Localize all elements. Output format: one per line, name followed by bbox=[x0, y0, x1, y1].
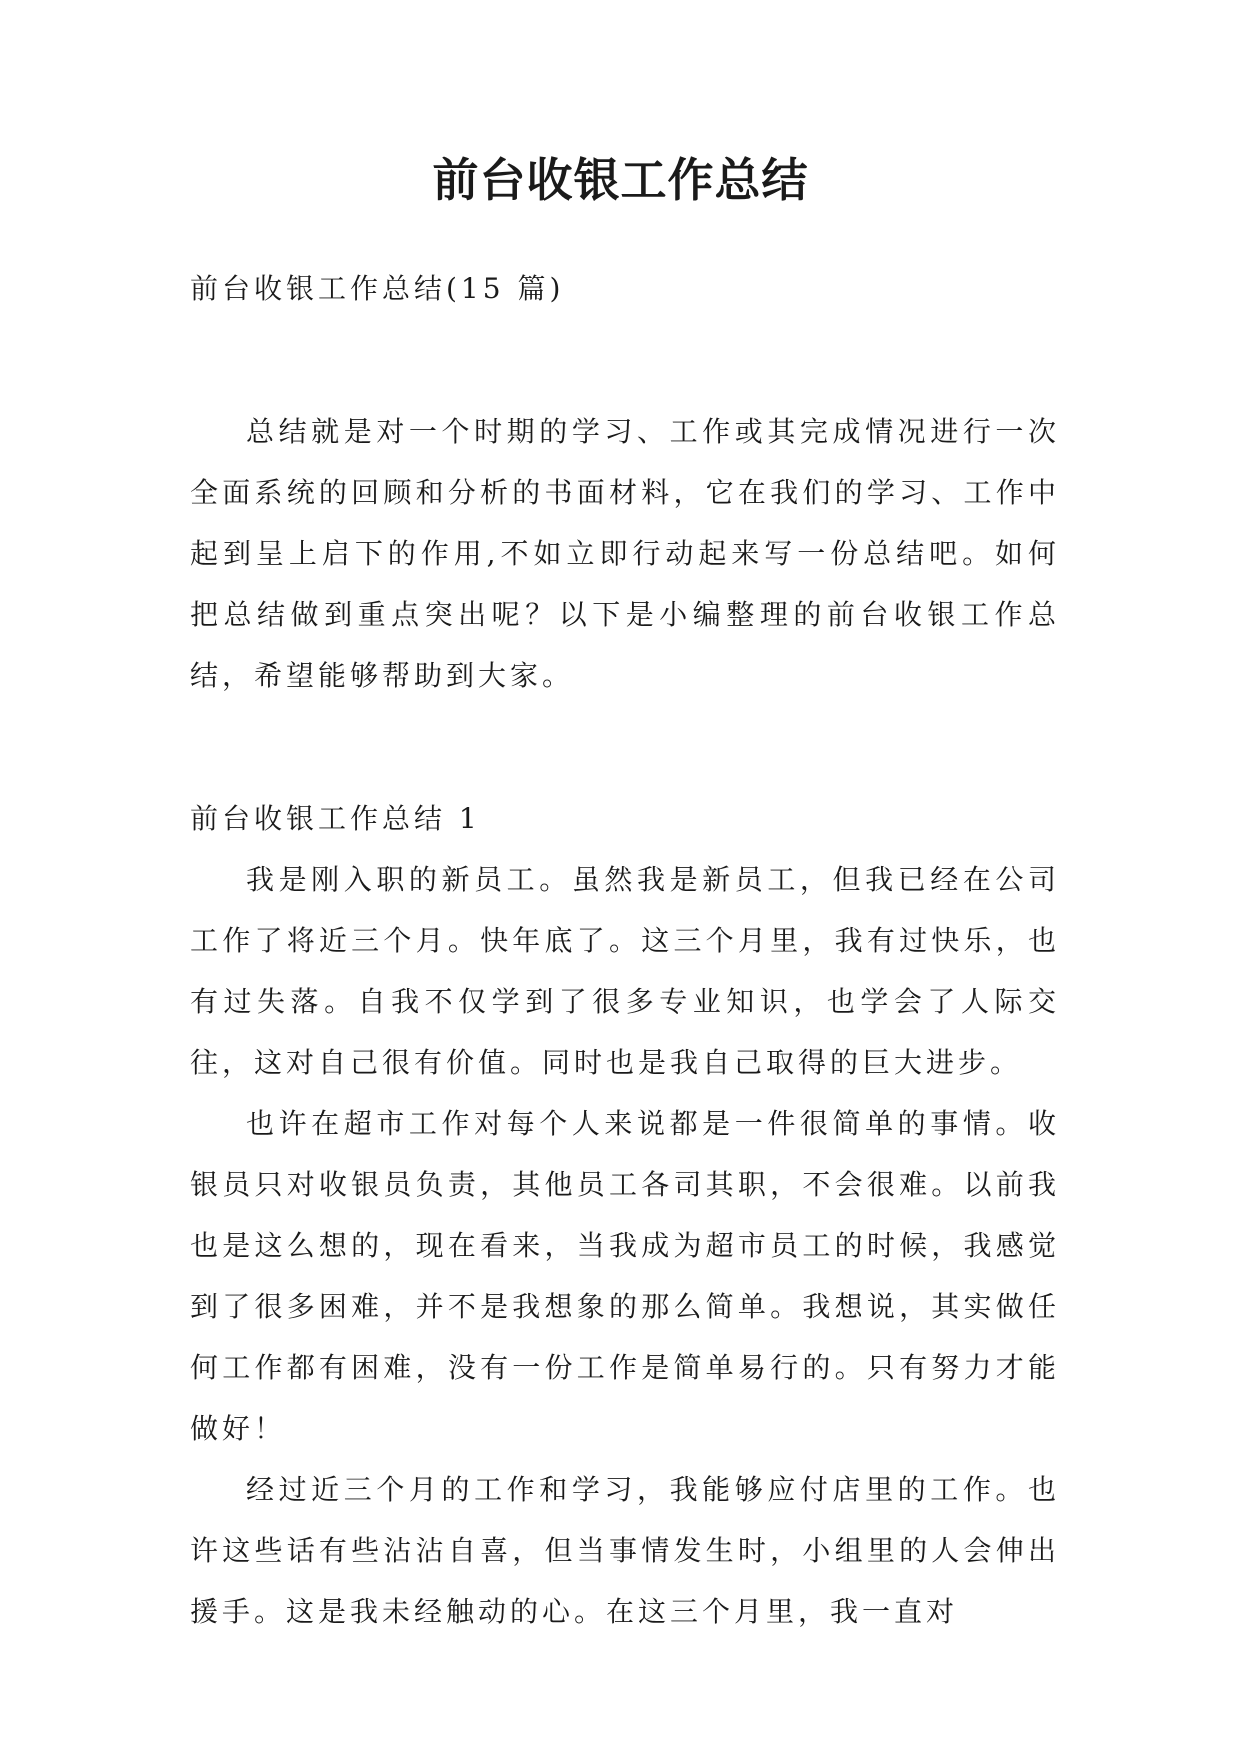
spacer bbox=[190, 706, 1060, 788]
document-subtitle: 前台收银工作总结(15 篇) bbox=[190, 272, 565, 305]
section-heading: 前台收银工作总结 1 bbox=[190, 802, 481, 835]
document-body bbox=[190, 258, 1060, 1642]
body-paragraph: 我是刚入职的新员工。虽然我是新员工，但我已经在公司工作了将近三个月。快年底了。这三个月里，我有过快乐，也有过失落。自我不仅学到了很多专业知识，也学会了人际交往，这对自己很有价值。同时也是我自己取得的巨大进步。 bbox=[190, 863, 1060, 1079]
body-paragraph: 经过近三个月的工作和学习，我能够应付店里的工作。也许这些话有些沾沾自喜，但当事情发生时，小组里的人会伸出援手。这是我未经触动的心。在这三个月里，我一直对 bbox=[190, 1473, 1060, 1628]
document-title: 前台收银工作总结 bbox=[432, 153, 809, 207]
intro-paragraph: 总结就是对一个时期的学习、工作或其完成情况进行一次全面系统的回顾和分析的书面材料，它在我们的学习、工作中起到呈上启下的作用,不如立即行动起来写一份总结吧。如何把总结做到重点突出呢？以下是小编整理的前台收银工作总结，希望能够帮助到大家。 bbox=[190, 415, 1060, 692]
spacer bbox=[190, 319, 1060, 401]
body-paragraph: 也许在超市工作对每个人来说都是一件很简单的事情。收银员只对收银员负责，其他员工各司其职，不会很难。以前我也是这么想的，现在看来，当我成为超市员工的时候，我感觉到了很多困难，并不是我想象的那么简单。我想说，其实做任何工作都有困难，没有一份工作是简单易行的。只有努力才能做好！ bbox=[190, 1107, 1060, 1445]
